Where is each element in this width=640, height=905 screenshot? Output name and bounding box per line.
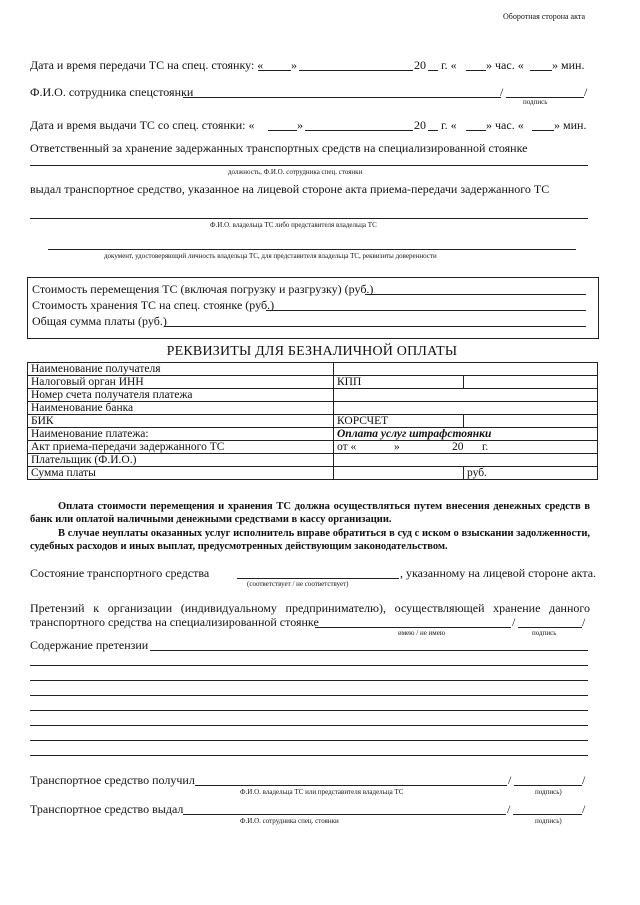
page-side-label: Оборотная сторона акта: [503, 12, 585, 21]
table-row: [28, 402, 598, 415]
account-value[interactable]: [334, 389, 598, 402]
claims-content-line[interactable]: [30, 695, 588, 696]
account-label: Номер счета получателя платежа: [28, 389, 334, 402]
requisites-title: РЕКВИЗИТЫ ДЛЯ БЕЗНАЛИЧНОЙ ОПЛАТЫ: [166, 344, 458, 359]
payment-name-label: Наименование платежа:: [28, 428, 334, 441]
payment-note: Оплата стоимости перемещения и хранения ТС должна осуществляться путем внесения денежных средств в банк или оплатой наличными денежными средствами в кассу организации.: [30, 501, 590, 525]
transfer-month-field[interactable]: [299, 70, 413, 71]
act-date-value[interactable]: от « » 20 г.: [334, 441, 598, 454]
transfer-hour-field[interactable]: [466, 70, 486, 71]
claims-content-line[interactable]: [30, 755, 588, 756]
release-day-field[interactable]: [268, 130, 297, 131]
costs-box: [27, 277, 599, 339]
korschet-value[interactable]: [464, 415, 598, 428]
table-row: [28, 441, 598, 454]
recipient-label: Наименование получателя: [28, 363, 334, 376]
responsible-caption: должность, Ф.И.О. сотрудника спец. стоянки: [228, 168, 363, 176]
table-row: [28, 454, 598, 467]
transfer-day-field[interactable]: [258, 70, 291, 71]
claims-sign-caption: подпись: [532, 629, 557, 637]
handed-sign-caption: подпись): [535, 817, 562, 825]
claims-have-field[interactable]: [315, 627, 511, 628]
korschet-label: КОРСЧЕТ: [334, 415, 464, 428]
condition-field[interactable]: [237, 578, 399, 579]
total-cost-field[interactable]: [164, 326, 586, 327]
table-row: [28, 428, 598, 441]
responsible-label: Ответственный за хранение задержанных транспортных средств на специализированной стоянке: [30, 141, 528, 155]
storage-cost-label: Стоимость хранения ТС на спец. стоянке (руб.): [32, 298, 275, 312]
transfer-year-field[interactable]: [428, 70, 438, 71]
condition-caption: (соответствует / не соответствует): [247, 580, 349, 588]
bik-label: БИК: [28, 415, 334, 428]
requisites-table: [27, 362, 598, 480]
owner-caption: Ф.И.О. владельца ТС либо представителя владельца ТС: [210, 221, 377, 229]
claims-content-field[interactable]: [150, 650, 588, 651]
release-year-field[interactable]: [428, 130, 438, 131]
handed-name-field[interactable]: [183, 814, 506, 815]
received-sign-caption: подпись): [535, 788, 562, 796]
claims-have-caption: имею / не имею: [398, 629, 446, 637]
claims-content-label: Содержание претензии: [30, 638, 149, 652]
table-row: [28, 389, 598, 402]
act-label: Акт приема-передачи задержанного ТС: [28, 441, 334, 454]
table-row: [28, 415, 598, 428]
received-label: Транспортное средство получил: [30, 773, 195, 787]
inn-label: Налоговый орган ИНН: [28, 376, 334, 389]
claims-content-line[interactable]: [30, 710, 588, 711]
recipient-value[interactable]: [334, 363, 598, 376]
release-month-field[interactable]: [305, 130, 413, 131]
claims-content-line[interactable]: [30, 740, 588, 741]
move-cost-field[interactable]: [365, 294, 586, 295]
condition-label: Состояние транспортного средства: [30, 566, 210, 580]
handed-caption: Ф.И.О. сотрудника спец. стоянки: [240, 817, 339, 825]
issued-label: выдал транспортное средство, указанное на лицевой стороне акта приема-передачи задержанного ТС: [30, 182, 550, 196]
table-row: [28, 467, 598, 480]
claims-line-1: Претензий к организации (индивидуальному предпринимателю), осуществляющей хранение данного: [30, 601, 590, 615]
kpp-value[interactable]: [464, 376, 598, 389]
condition-suffix: , указанному на лицевой стороне акта.: [400, 566, 597, 580]
handed-signature-field[interactable]: [513, 814, 582, 815]
received-signature-field[interactable]: [514, 785, 582, 786]
table-row: [28, 376, 598, 389]
responsible-field[interactable]: [30, 165, 588, 166]
claims-signature-field[interactable]: [518, 627, 582, 628]
move-cost-label: Стоимость перемещения ТС (включая погрузку и разгрузку) (руб.): [32, 282, 374, 296]
sum-label: Сумма платы: [28, 467, 334, 480]
employee-name-field[interactable]: [183, 97, 501, 98]
document-caption: документ, удостоверяющий личность владельца ТС, для представителя владельца ТС, реквизиты доверенности: [104, 252, 437, 260]
claims-line-2: транспортного средства на специализированной стоянке: [30, 615, 319, 629]
claims-content-line[interactable]: [30, 680, 588, 681]
owner-name-field[interactable]: [30, 218, 588, 219]
payer-value[interactable]: [334, 454, 598, 467]
payer-label: Плательщик (Ф.И.О.): [28, 454, 334, 467]
debt-note: В случае неуплаты оказанных услуг исполнитель вправе обратиться в суд с иском о взыскании задолженности, судебных расходов и иных выплат, предусмотренных действующим законодательством.: [30, 528, 590, 552]
payment-name-value: Оплата услуг штрафстоянки: [334, 428, 598, 441]
rub-label: руб.: [464, 467, 598, 480]
claims-content-line[interactable]: [30, 665, 588, 666]
release-hour-field[interactable]: [466, 130, 486, 131]
bank-value[interactable]: [334, 402, 598, 415]
bank-label: Наименование банка: [28, 402, 334, 415]
table-row: [28, 363, 598, 376]
kpp-label: КПП: [334, 376, 464, 389]
release-minute-field[interactable]: [532, 130, 554, 131]
sum-value[interactable]: [334, 467, 464, 480]
handed-label: Транспортное средство выдал: [30, 802, 184, 816]
claims-content-line[interactable]: [30, 725, 588, 726]
transfer-minute-field[interactable]: [530, 70, 552, 71]
storage-cost-field[interactable]: [266, 310, 586, 311]
received-name-field[interactable]: [195, 785, 507, 786]
owner-document-field[interactable]: [48, 249, 576, 250]
total-cost-label: Общая сумма платы (руб.): [32, 314, 167, 328]
received-caption: Ф.И.О. владельца ТС или представителя владельца ТС: [240, 788, 404, 796]
